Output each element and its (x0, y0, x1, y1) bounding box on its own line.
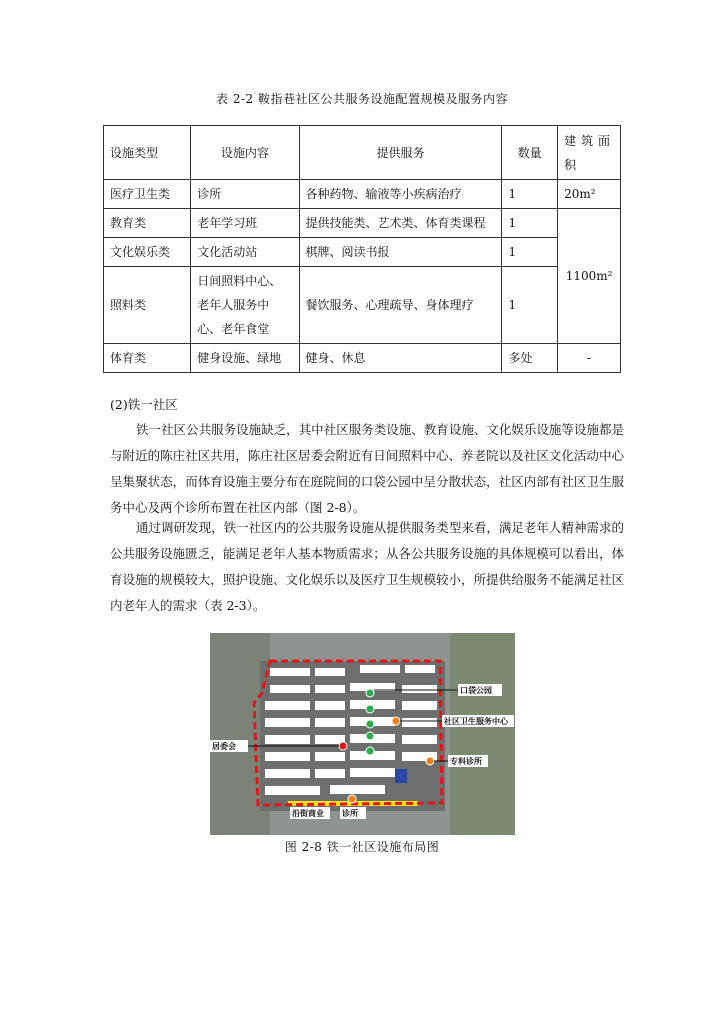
row-content: 诊所 (191, 180, 299, 209)
row-content: 文化活动站 (191, 238, 299, 267)
table-header-row (104, 126, 621, 180)
paragraph-text: 铁一社区公共服务设施缺乏，其中社区服务类设施、教育设施、文化娱乐设施等设施都是与附近的陈庄社区共用，陈庄社区居委会附近有日间照料中心、养老院以及社区文化活动中心呈集聚状态，而体育设施主要分布在庭院间的口袋公园中呈分散状态，社区内部有社区卫生服务中心及两个诊所布置在社区内部（图 2-8）。 (110, 422, 624, 515)
facility-layout-map (210, 633, 515, 835)
row-count: 1 (502, 209, 558, 238)
table-row (104, 180, 621, 209)
row-type: 医疗卫生类 (104, 180, 191, 209)
facilities-table (103, 125, 621, 373)
health-center-label: 社区卫生服务中心 (444, 717, 508, 726)
figure-caption: 图 2-8 铁一社区设施布局图 (284, 840, 440, 854)
table-caption: 表 2-2 鞍指巷社区公共服务设施配置规模及服务内容 (216, 92, 508, 106)
specialist-clinic-marker (426, 757, 434, 765)
row-type: 教育类 (104, 209, 191, 238)
table-row (104, 267, 621, 344)
row-content: 健身设施、绿地 (191, 344, 299, 373)
table-row (104, 344, 621, 373)
committee-marker (339, 742, 347, 750)
row-count: 1 (502, 180, 558, 209)
row-count: 1 (502, 267, 558, 344)
header-cell: 提供服务 (299, 126, 502, 180)
row-count: 1 (502, 238, 558, 267)
clinic-marker (348, 795, 356, 803)
row-content: 日间照料中心、老年人服务中心、老年食堂 (191, 267, 299, 344)
row-type: 文化娱乐类 (104, 238, 191, 267)
row-service: 提供技能类、艺术类、体育类课程 (299, 209, 502, 238)
header-cell: 设施类型 (104, 126, 191, 180)
header-cell: 数量 (502, 126, 558, 180)
section-heading: (2)铁一社区 (110, 397, 178, 412)
table-row (104, 238, 621, 267)
row-area: - (558, 344, 621, 373)
row-service: 健身、休息 (299, 344, 502, 373)
table-row (104, 209, 621, 238)
header-cell: 设施内容 (191, 126, 299, 180)
row-count: 多处 (502, 344, 558, 373)
row-service: 餐饮服务、心理疏导、身体理疗 (299, 267, 502, 344)
map-terrain (450, 633, 515, 835)
clinic-label: 诊所 (342, 809, 358, 818)
committee-label: 居委会 (212, 742, 236, 751)
street-commerce-label: 沿街商业 (292, 809, 324, 818)
paragraph-text: 通过调研发现，铁一社区内的公共服务设施从提供服务类型来看，满足老年人精神需求的公共服务设施匮乏，能满足老年人基本物质需求；从各公共服务设施的具体规模可以看出，体育设施的规模较大，照护设施、文化娱乐以及医疗卫生规模较小，所提供给服务不能满足社区内老年人的需求（表 2-3）。 (110, 520, 624, 613)
header-cell: 建筑面积 (558, 126, 621, 180)
paragraph (110, 515, 624, 619)
pocket-park-label: 口袋公园 (460, 686, 492, 695)
row-type: 体育类 (104, 344, 191, 373)
paragraph (110, 417, 624, 521)
specialist-clinic-label: 专科诊所 (450, 757, 482, 766)
row-area: 20m² (558, 180, 621, 209)
merged-area: 1100m² (558, 209, 621, 344)
row-service: 各种药物、输液等小疾病治疗 (299, 180, 502, 209)
row-service: 棋牌、阅读书报 (299, 238, 502, 267)
blue-roof-building (395, 769, 407, 783)
map-svg (210, 633, 515, 835)
row-type: 照料类 (104, 267, 191, 344)
row-content: 老年学习班 (191, 209, 299, 238)
health-center-marker (392, 717, 400, 725)
